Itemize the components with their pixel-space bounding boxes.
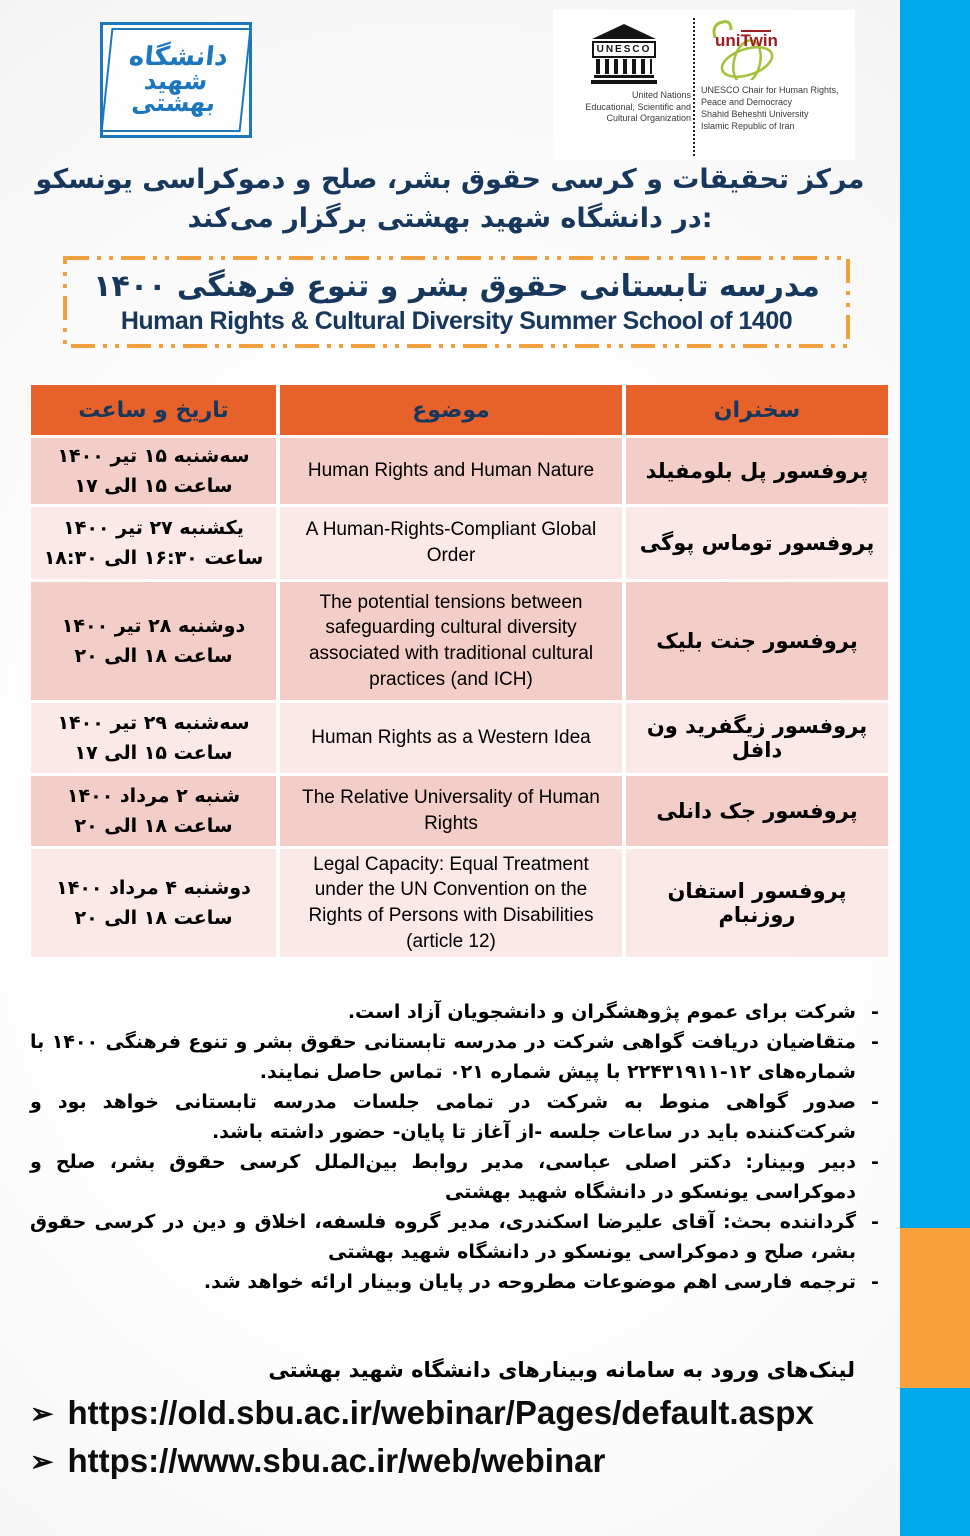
- date-line: دوشنبه ۲۸ تیر ۱۴۰۰: [61, 614, 246, 637]
- note-text: متقاضیان دریافت گواهی شرکت در مدرسه تابستانی حقوق بشر و تنوع فرهنگی ۱۴۰۰ با شماره‌های ۱۲-۲۲۴۳۱۹۱۱ با پیش شماره ۰۲۱ تماس حاصل نمایند.: [30, 1031, 856, 1083]
- webinar-link-row: [30, 1442, 814, 1480]
- unesco-caption-line: United Nations: [631, 90, 691, 100]
- note-text: ترجمه فارسی اهم موضوعات مطروحه در پایان وبینار ارائه خواهد شد.: [203, 1270, 856, 1293]
- date-line: یکشنبه ۲۷ تیر ۱۴۰۰: [63, 516, 244, 539]
- dash-bullet: -: [871, 1211, 879, 1234]
- speaker-cell: پروفسور توماس پوگی: [626, 507, 888, 579]
- right-accent-bar-orange: [900, 1228, 970, 1388]
- time-line: ساعت ۱۸ الی ۲۰: [74, 907, 233, 929]
- column-header-topic: موضوع: [280, 385, 622, 435]
- date-line: شنبه ۲ مرداد ۱۴۰۰: [66, 784, 241, 807]
- note-text: صدور گواهی منوط به شرکت در تمامی جلسات مدرسه تابستانی خواهد بود و شرکت‌کننده باید در ساعات جلسه -از آغاز تا پایان- حضور داشته باشد.: [30, 1091, 856, 1143]
- unesco-caption-line: Educational, Scientific and: [585, 101, 691, 112]
- note-item: [30, 998, 882, 1027]
- datetime-cell: [31, 438, 276, 504]
- column-header-datetime: تاریخ و ساعت: [31, 385, 276, 435]
- dash-bullet: -: [871, 1091, 879, 1114]
- unitwin-globe-icon: [701, 16, 789, 80]
- note-item: [30, 1028, 882, 1087]
- note-item: [30, 1208, 882, 1267]
- topic-cell: Human Rights and Human Nature: [280, 438, 622, 504]
- svg-text:uniTwin: uniTwin: [715, 31, 778, 50]
- webinar-links: [30, 1394, 814, 1490]
- time-line: ساعت ۱۸ الی ۲۰: [74, 815, 233, 837]
- webinar-link-row: [30, 1394, 814, 1432]
- note-text: گرداننده بحث: آقای علیرضا اسکندری، مدیر گروه فلسفه، اخلاق و دین در کرسی حقوق بشر، صلح و دموکراسی یونسکو در دانشگاه شهید بهشتی: [30, 1211, 856, 1263]
- unitwin-caption: [701, 84, 839, 133]
- dash-bullet: -: [871, 1031, 879, 1054]
- notes-list: [30, 998, 882, 1298]
- sbu-logo-text: دانشگاه: [127, 41, 230, 72]
- topic-cell: A Human-Rights-Compliant Global Order: [280, 507, 622, 579]
- unesco-base-icon: [594, 75, 654, 78]
- note-text: دبیر وبینار: دکتر اصلی عباسی، مدیر روابط بین‌الملل کرسی حقوق بشر، صلح و دموکراسی یونسکو در دانشگاه شهید بهشتی: [30, 1151, 856, 1203]
- unesco-caption: [557, 90, 691, 125]
- organizer-heading-line2: در دانشگاه شهید بهشتی برگزار می‌کند:: [187, 203, 713, 235]
- datetime-cell: [31, 703, 276, 773]
- datetime-cell: [31, 849, 276, 957]
- webinar-url-new[interactable]: https://www.sbu.ac.ir/web/webinar: [67, 1442, 606, 1479]
- time-line: ساعت ۱۵ الی ۱۷: [74, 742, 233, 764]
- time-line: ساعت ۱۵ الی ۱۷: [74, 475, 233, 497]
- unesco-caption-line: Cultural Organization: [606, 113, 691, 124]
- column-header-speaker: سخنران: [626, 385, 888, 435]
- unesco-pediment-icon: [592, 24, 656, 39]
- datetime-cell: [31, 507, 276, 579]
- arrow-bullet-icon: ➢: [30, 1445, 54, 1477]
- sbu-logo-text: بهشتی: [130, 89, 217, 118]
- time-line: ساعت ۱۸ الی ۲۰: [74, 645, 233, 667]
- summer-school-title-en: Human Rights & Cultural Diversity Summer School of 1400: [120, 306, 793, 335]
- note-text: شرکت برای عموم پژوهشگران و دانشجویان آزاد است.: [347, 1001, 856, 1023]
- speaker-cell: پروفسور استفان روزنبام: [626, 849, 888, 957]
- right-accent-bar-bottom: [900, 1388, 970, 1536]
- unesco-columns-icon: [596, 59, 652, 74]
- unesco-logo-column: [557, 16, 691, 154]
- topic-cell: The Relative Universality of Human Rights: [280, 776, 622, 846]
- unitwin-caption-line: Peace and Democracy: [701, 97, 793, 108]
- webinar-url-old[interactable]: https://old.sbu.ac.ir/webinar/Pages/default.aspx: [67, 1394, 814, 1431]
- dash-bullet: -: [871, 1270, 879, 1293]
- unesco-acronym: UNESCO: [592, 41, 657, 58]
- topic-cell: Human Rights as a Western Idea: [280, 703, 622, 773]
- time-line: ساعت ۱۶:۳۰ الی ۱۸:۳۰: [43, 547, 264, 569]
- sbu-logo: [100, 22, 252, 138]
- topic-cell: The potential tensions between safeguarding cultural diversity associated with traditional cultural practices (and ICH): [280, 582, 622, 700]
- speaker-cell: پروفسور پل بلومفیلد: [626, 438, 888, 504]
- speaker-cell: پروفسور زیگفرید ون دافل: [626, 703, 888, 773]
- sbu-logo-calligraphy: [101, 28, 252, 132]
- unesco-base-icon: [591, 80, 657, 84]
- datetime-cell: [31, 582, 276, 700]
- organizer-heading: [0, 160, 900, 238]
- speaker-cell: پروفسور جک دانلی: [626, 776, 888, 846]
- datetime-cell: [31, 776, 276, 846]
- dotted-divider: [693, 18, 695, 156]
- unitwin-caption-line: Islamic Republic of Iran: [701, 121, 795, 132]
- sbu-logo-text: شهید: [142, 66, 209, 95]
- note-item: [30, 1148, 882, 1207]
- date-line: دوشنبه ۴ مرداد ۱۴۰۰: [56, 876, 251, 899]
- summer-school-title-fa: مدرسه تابستانی حقوق بشر و تنوع فرهنگی ۱۴۰۰: [93, 268, 820, 304]
- title-box: [63, 256, 850, 348]
- date-line: سه‌شنبه ۲۹ تیر ۱۴۰۰: [57, 711, 250, 734]
- unitwin-caption-line: Shahid Beheshti University: [701, 109, 809, 120]
- dash-bullet: -: [871, 1151, 879, 1174]
- speaker-cell: پروفسور جنت بلیک: [626, 582, 888, 700]
- partner-logos-block: [553, 10, 855, 160]
- unitwin-logo-column: [701, 16, 851, 154]
- schedule-table: [27, 385, 888, 957]
- unesco-temple-icon: [591, 24, 657, 84]
- date-line: سه‌شنبه ۱۵ تیر ۱۴۰۰: [57, 444, 250, 467]
- dash-bullet: -: [871, 1001, 879, 1023]
- webinar-links-label: لینک‌های ورود به سامانه وبینارهای دانشگاه شهید بهشتی: [268, 1358, 855, 1382]
- topic-cell: Legal Capacity: Equal Treatment under the UN Convention on the Rights of Persons with Disabilities (article 12): [280, 849, 622, 957]
- organizer-heading-line1: مرکز تحقیقات و کرسی حقوق بشر، صلح و دموکراسی یونسکو: [35, 164, 865, 195]
- note-item: [30, 1268, 882, 1297]
- arrow-bullet-icon: ➢: [30, 1397, 54, 1429]
- right-accent-bar-top: [900, 0, 970, 1228]
- unitwin-caption-line: UNESCO Chair for Human Rights,: [701, 85, 839, 95]
- note-item: [30, 1088, 882, 1147]
